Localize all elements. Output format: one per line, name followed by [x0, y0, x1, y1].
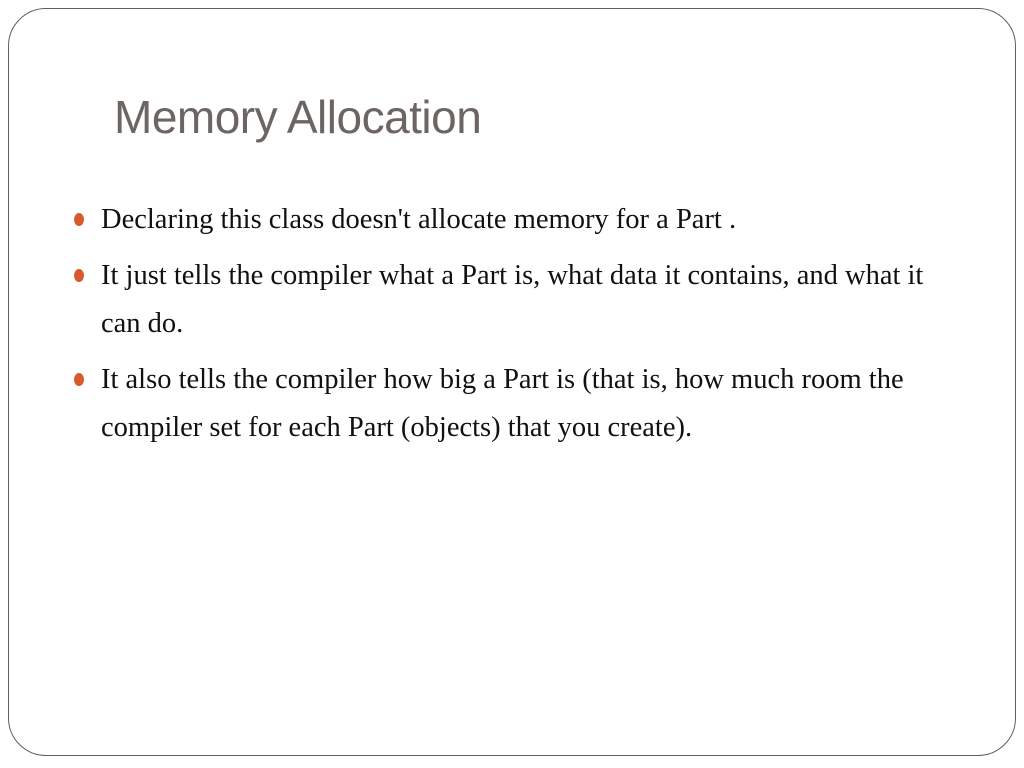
bullet-marker-icon — [74, 213, 84, 226]
bullet-item — [72, 196, 932, 244]
bullet-item — [72, 356, 932, 452]
bullet-text: It also tells the compiler how big a Part is (that is, how much room the compiler set for each Part (objects) that you create). — [101, 364, 904, 443]
bullet-item — [72, 252, 932, 348]
bullet-marker-icon — [74, 373, 84, 386]
bullet-list — [72, 196, 932, 460]
slide-title: Memory Allocation — [114, 91, 482, 143]
bullet-marker-icon — [74, 269, 84, 282]
bullet-text: Declaring this class doesn't allocate memory for a Part . — [101, 204, 737, 235]
bullet-text: It just tells the compiler what a Part is, what data it contains, and what it can do. — [101, 260, 924, 339]
